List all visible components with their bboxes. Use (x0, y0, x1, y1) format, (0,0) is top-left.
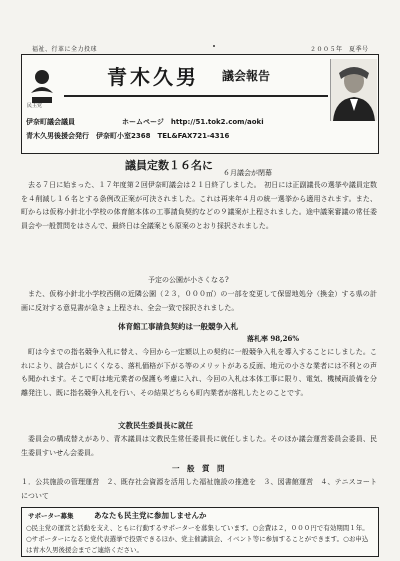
article2-rate: 落札率 98,26% (247, 334, 300, 343)
party-logo-icon (28, 67, 56, 107)
supporter-headline: あなたも民主党に参加しませんか (94, 511, 207, 520)
politician-name: 青木久男 (107, 65, 199, 89)
article1-title: 議員定数１６名に (125, 159, 213, 172)
homepage-link[interactable]: ホームページ http://51.tok2.com/aoki (122, 118, 264, 126)
divider-dot (213, 45, 215, 47)
article3-title: 文教民生委員長に就任 (118, 421, 193, 430)
issuer-line: 青木久男後援会発行 伊奈町小室2368 TEL&FAX721-4316 (26, 132, 230, 140)
supporter-tag: サポーター募集 (28, 512, 74, 520)
slogan: 福祉、行革に全力投球 (32, 46, 98, 53)
issue-label: ２００５年 夏季号 (310, 46, 369, 53)
header-box (21, 54, 379, 154)
portrait-photo (330, 59, 377, 121)
article4-body: １．公共施設の管理運営 ２、既存社会資源を活用した福祉施設の推進を ３、図書館運営 ４、テニスコートについて (21, 478, 377, 500)
article1-body: 去る７日に始まった、１７年度第２回伊奈町議会は２１日終了しました。 初日には正副議長の選挙や議員定数を４削減し１６名とする条例改正案が可決されました。これは再来年４月の統一選挙から適用されます。また、町からは仮称小針北小学校の体育館本体の工事請負契約などの９議案が上程されました。途中議案審議の常任委員会や一般質問をはさんで、最終日は全議案とも原案のとおり採択されました。 (21, 181, 377, 230)
report-title: 議会報告 (222, 69, 271, 83)
article1-subheading: 予定の公園が小さくなる? (148, 276, 229, 284)
office-label: 伊奈町議会議員 (26, 117, 75, 126)
article3-body: 委員会の構成替えがあり、青木議員は文教民生常任委員長に就任しました。そのほか議会運営委員会委員、民生委員すいせん会委員。 (21, 435, 377, 457)
supporter-box (21, 507, 379, 557)
article1-body2: また、仮称小針北小学校西側の近隣公園（２３，０００㎡）の一部を変更して保留地処分（換金）する県の計画に反対する意見書が急きょ上程され、全会一致で採択されました。 (21, 290, 377, 312)
article1-subtitle: ６月議会が閉幕 (223, 169, 272, 177)
header-rule (64, 95, 328, 97)
article2-title: 体育館工事請負契約は一般競争入札 (118, 322, 238, 331)
article4-title: 一 般 質 問 (172, 464, 225, 473)
party-name: 民主党 (27, 103, 43, 109)
article2-body: 町は今までの指名競争入札に替え、今回から一定額以上の契約に一般競争入札を導入することにしました。これにより、談合がしにくくなる、落札価格が下がる等のメリットがある反面、地元の小さな業者には不利との声も聞かれます。そこで町は地元業者の保護も考慮に入れ、今回の入札は本体工事に限り、電気、機械両設備を分離発注し、既に指名競争入札を行い、その結果どちらも町内業者が落札したとのことです。 (21, 348, 377, 397)
supporter-body: ○民主党の運営と活動を支え、ともに行動するサポーターを募集しています。○会費は２，０００円で有効期間１年。○サポーターになると党代表選挙で投票できるほか、党主催講演会、イベント等に参加することができます。○お申込は青木久男後援会までご連絡ください。 (26, 524, 369, 554)
